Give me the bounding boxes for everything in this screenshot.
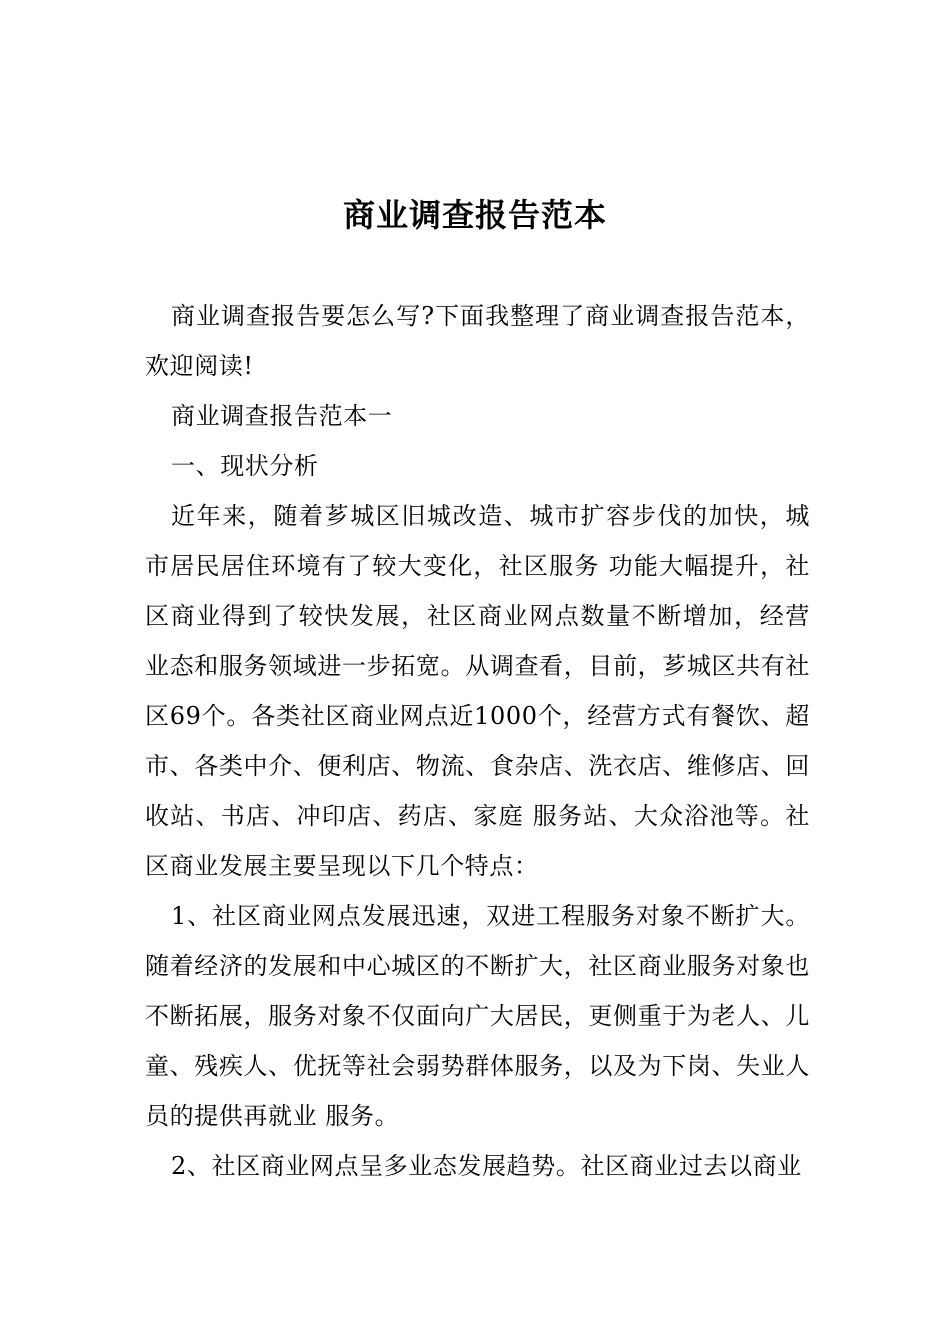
paragraph-analysis: 近年来，随着芗城区旧城改造、城市扩容步伐的加快，城市居民居住环境有了较大变化，社区服务 功能大幅提升，社区商业得到了较快发展，社区商业网点数量不断增加，经营 业态和服务领域进一步拓宽。从调查看，目前，芗城区共有社区69个。各类社区商业网点近1000个，经营方式有餐饮、超市、各类中介、便利店、物流、食杂店、洗衣店、维修店、回收站、书店、冲印店、药店、家庭 服务站、大众浴池等。社区商业发展主要呈现以下几个特点：: [145, 502, 810, 880]
paragraph-point-1: 1、社区商业网点发展迅速，双进工程服务对象不断扩大。随着经济的发展和中心城区的不断扩大，社区商业服务对象也不断拓展，服务对象不仅面向广大居民，更侧重于为老人、儿童、残疾人、优抚等社会弱势群体服务，以及为下岗、失业人员的提供再就业 服务。: [145, 902, 810, 1130]
document-body: [145, 291, 810, 1191]
paragraph-point-2: 2、社区商业网点呈多业态发展趋势。社区商业过去以商业: [171, 1152, 802, 1180]
paragraph-intro: 商业调查报告要怎么写?下面我整理了商业调查报告范本，欢迎阅读!: [145, 302, 810, 380]
paragraph-subheading: 一、现状分析: [171, 452, 319, 480]
document-title: 商业调查报告范本: [342, 196, 607, 235]
paragraph-section-heading: 商业调查报告范本一: [171, 402, 393, 430]
